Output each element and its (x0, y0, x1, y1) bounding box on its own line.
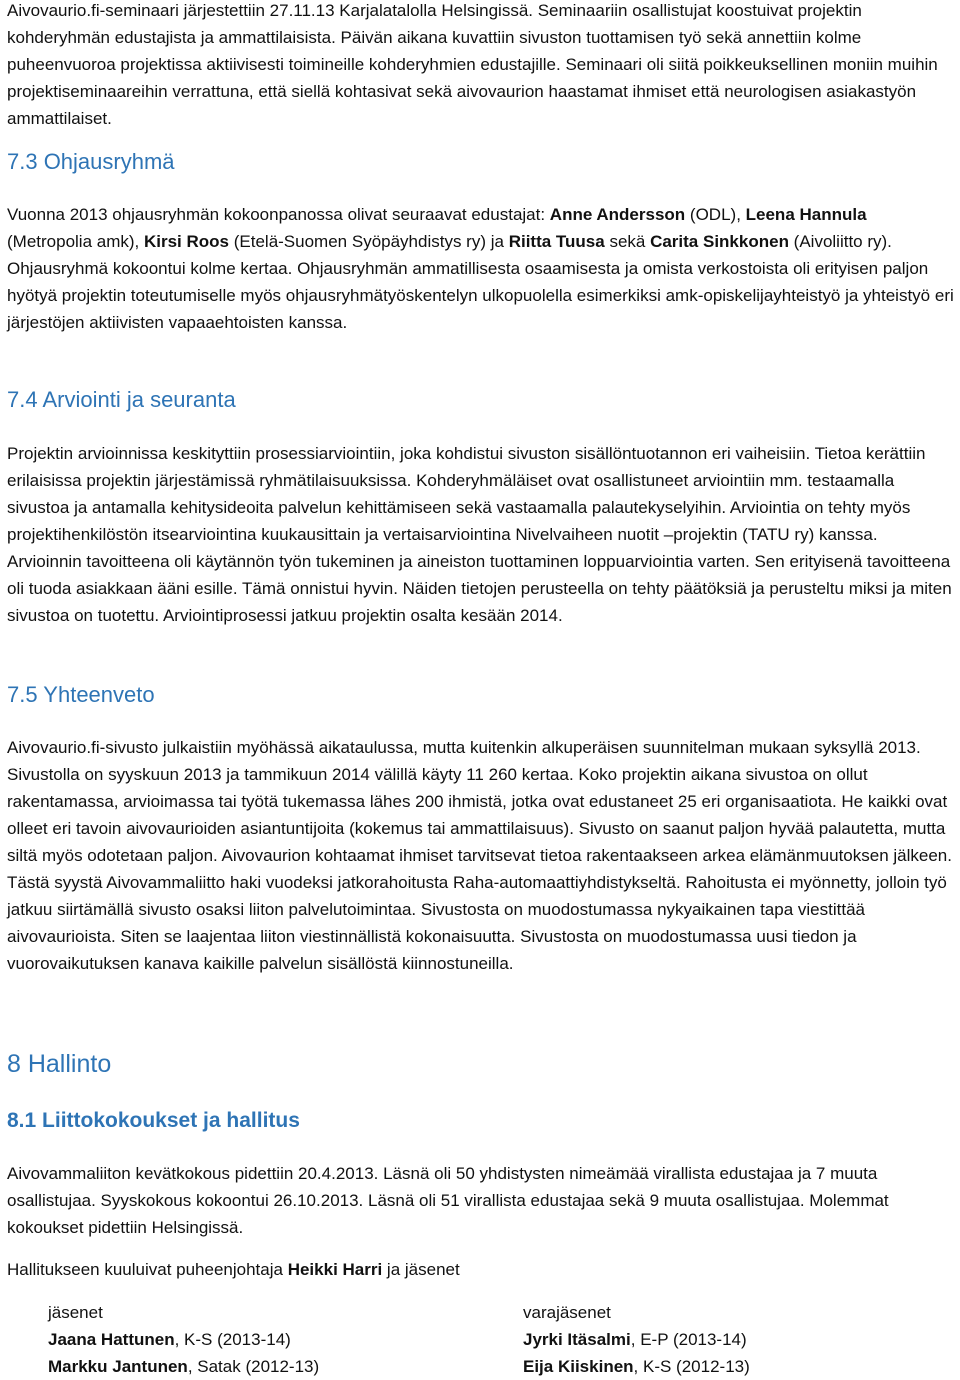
member-name: Kirsi Roos (143, 232, 230, 251)
paragraph-7-5: Aivovaurio.fi-sivusto julkaistiin myöhässä aikataulussa, mutta kuitenkin alkuperäisen suunnitelman mukaan syksyllä 2013. Sivustolla on syyskuun 2013 ja tammikuun 2014 välillä käyty 11 260 kertaa. Koko projektin aikana sivustoa on ollut rakentamassa, arvioimassa tai työtä tukemassa lähes 200 ihmistä, jotka ovat edustaneet 25 eri organisaatiota. He kaikki ovat olleet eri tavoin aivovaurioiden asiantuntijoita (kokemus tai ammattilaisuus). Sivusto on saanut paljon hyvää palautetta, mutta siltä myös odotetaan paljon. Aivovaurion kohtaamat ihmiset tarvitsevat tietoa rakentaakseen arkea elämänmuutoksen jälkeen. Tästä syystä Aivovammaliitto haki vuodeksi jatkorahoitusta Raha-automaattiyhdistykseltä. Rahoitusta ei myönnetty, jolloin työ jatkuu siirtämällä sivusto osaksi liiton palvelutoimintaa. Sivustosta on muodostumassa nykyaikainen tapa viestittää aivovaurioista. Siten se laajentaa liiton viestinnällistä kokonaisuutta. Sivustosta on muodostumassa uusi tiedon ja vuorovaikutuksen kanava kaikille palvelun sisällöstä kiinnostuneilla. (7, 738, 952, 973)
intro-paragraph: Aivovaurio.fi-seminaari järjestettiin 27.11.13 Karjalatalolla Helsingissä. Seminaariin osallistujat koostuivat projektin kohderyhmän edustajista ja ammattilaisista. Päivän aikana kuvattiin sivuston tuottamisen työ sekä annettiin kolme puheenvuoroa projektissa aktiivisesti toimineille kohderyhmien edustajille. Seminaari oli siitä poikkeuksellinen moniin muihin projektiseminaareihin verrattuna, että siellä kohtasivat sekä aivovaurion haastamat ihmiset että neurologisen asiakastyön ammattilaiset. (7, 1, 938, 128)
deputy-members-column (523, 1299, 750, 1380)
members-column (48, 1299, 319, 1380)
heading-7-5: 7.5 Yhteenveto (7, 682, 155, 707)
member-name: Anne Andersson (549, 205, 686, 224)
member-name: Carita Sinkkonen (650, 232, 789, 251)
deputy-row: Eija Kiiskinen, K-S (2012-13) (523, 1357, 750, 1376)
member-row: Markku Jantunen, Satak (2012-13) (48, 1357, 320, 1376)
paragraph-7-3: Vuonna 2013 ohjausryhmän kokoonpanossa olivat seuraavat edustajat: Anne Andersson (ODL), Leena Hannula (Metropolia amk), Kirsi Roos (Etelä-Suomen Syöpäyhdistys ry) ja Riitta Tuusa sekä Carita Sinkkonen (Aivoliitto ry). Ohjausryhmä kokoontui kolme kertaa. Ohjausryhmän ammatillisesta osaamisesta ja omista verkostoista oli erityisen paljon hyötyä projektin toteutumiselle myös ohjausryhmätyöskentelyn ulkopuolella esimerkiksi amk-opiskelijayhteistyö ja yhteistyö eri järjestöjen aktiivisten vapaaehtoisten kanssa. (7, 205, 954, 332)
heading-8-1: 8.1 Liittokokoukset ja hallitus (7, 1109, 300, 1132)
member-name: Riitta Tuusa (508, 232, 605, 251)
members-header: jäsenet (48, 1303, 103, 1322)
deputy-header: varajäsenet (523, 1303, 611, 1322)
paragraph-8-1: Aivovammaliiton kevätkokous pidettiin 20.4.2013. Läsnä oli 50 yhdistysten nimeämää virallista edustajaa ja 7 muuta osallistujaa. Syyskokous kokoontui 26.10.2013. Läsnä oli 51 virallista edustajaa sekä 9 muuta osallistujaa. Molemmat kokoukset pidettiin Helsingissä. (7, 1164, 889, 1237)
board-sentence: Hallitukseen kuuluivat puheenjohtaja Heikki Harri ja jäsenet (7, 1260, 460, 1279)
paragraph-7-4: Projektin arvioinnissa keskityttiin prosessiarviointiin, joka kohdistui sivuston sisällöntuotannon eri vaiheisiin. Tietoa kerättiin erilaisissa projektin järjestämissä ryhmätilaisuuksissa. Kohderyhmäläiset ovat osallistuneet arviointiin mm. testaamalla sivustoa ja antamalla kehitysideoita palvelun kehittämiseen sekä vastaamalla palautekyselyihin. Arviointia on tehty myös projektihenkilöstön itsearviointina kuukausittain ja vertaisarviointina Nivelvaiheen nuotit –projektin (TATU ry) kanssa. Arvioinnin tavoitteena oli käytännön työn tukeminen ja aineiston tuottaminen loppuarviointia varten. Sen erityisenä tavoitteena oli tuoda asiakkaan ääni esille. Tämä onnistui hyvin. Näiden tietojen perusteella on tehty päätöksiä ja perusteltu miksi ja miten sivustoa on tuotettu. Arviointiprosessi jatkuu projektin osalta kesään 2014. (7, 444, 952, 625)
member-row: Jaana Hattunen, K-S (2013-14) (48, 1330, 291, 1349)
heading-8: 8 Hallinto (7, 1050, 112, 1078)
chair-name: Heikki Harri (287, 1260, 383, 1279)
heading-7-3: 7.3 Ohjausryhmä (7, 149, 175, 174)
member-name: Leena Hannula (745, 205, 867, 224)
deputy-row: Jyrki Itäsalmi, E-P (2013-14) (523, 1330, 747, 1349)
heading-7-4: 7.4 Arviointi ja seuranta (7, 387, 236, 412)
